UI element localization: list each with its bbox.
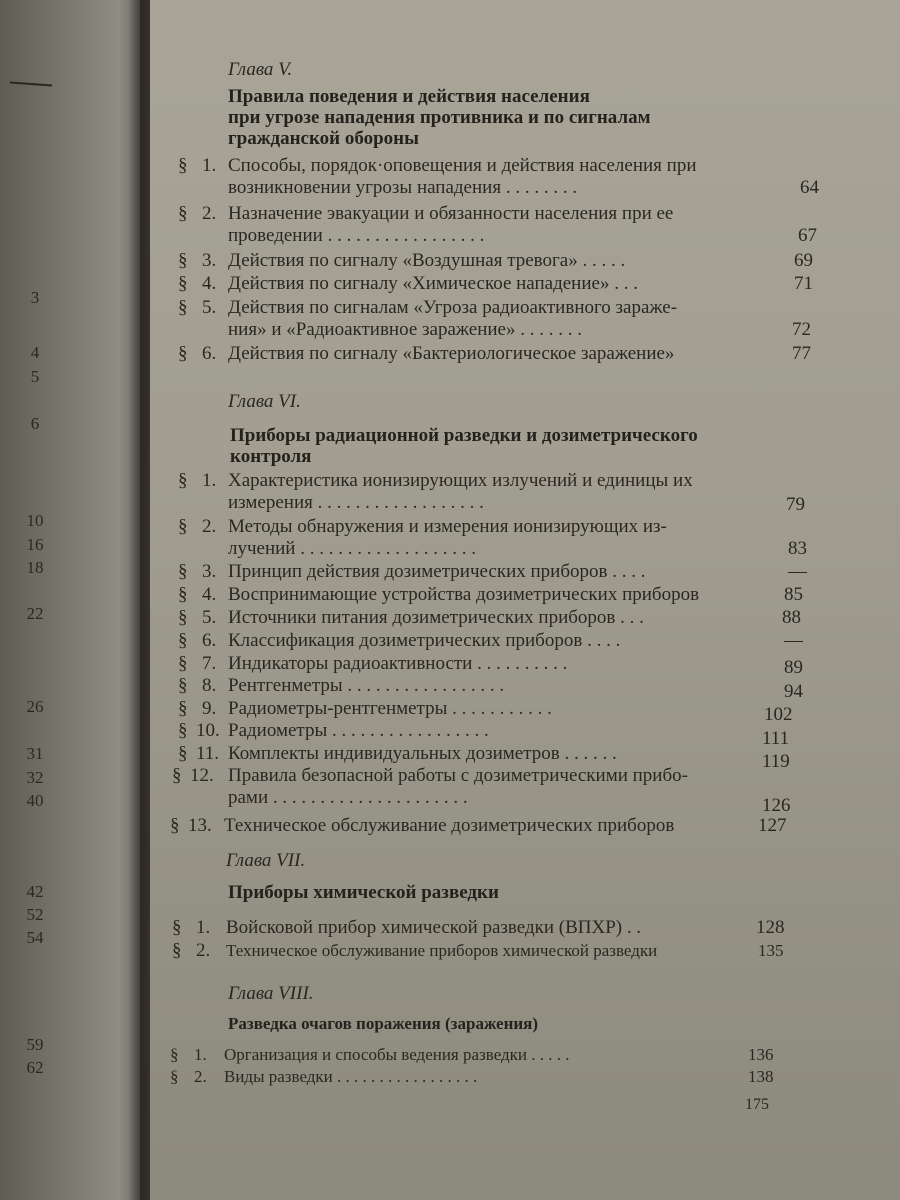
entry-number: 12. — [190, 765, 214, 786]
entry-title — [228, 250, 625, 272]
left-page-number: 18 — [26, 558, 44, 577]
chapter-label: Глава VI. — [228, 391, 301, 412]
entry-title — [224, 1044, 570, 1066]
entry-page: 94 — [784, 681, 803, 702]
entry-title-line: Организация и способы ведения разведки . . . . . — [224, 1045, 570, 1064]
section-sign: § — [170, 1067, 179, 1086]
chapter-title-line: Разведка очагов поражения (заражения) — [228, 1014, 539, 1033]
entry-title-line: Правила безопасной работы с дозиметрическими прибо- — [228, 765, 688, 786]
entry-number: 5. — [202, 297, 217, 318]
entry-title — [228, 675, 504, 697]
entry-number: 1. — [202, 155, 217, 176]
entry-number: 3. — [202, 561, 217, 582]
entry-title-line: рами . . . . . . . . . . . . . . . . . . . . . — [228, 787, 468, 808]
entry-number: 6. — [202, 630, 217, 651]
section-sign: § — [178, 607, 188, 628]
entry-title-line: Действия по сигналу «Воздушная тревога» . . . . . — [228, 250, 626, 271]
chapter-title-line: Правила поведения и действия населения — [228, 86, 590, 107]
entry-number: 9. — [202, 698, 217, 719]
entry-title-line: Комплекты индивидуальных дозиметров . . . . . . — [228, 743, 617, 764]
left-page-number: 32 — [26, 768, 44, 787]
section-sign: § — [178, 653, 188, 674]
entry-title — [224, 1066, 477, 1088]
entry-title-line: Воспринимающие устройства дозиметрических приборов — [228, 584, 700, 605]
chapter-title-line: Приборы радиационной разведки и дозиметрического — [230, 425, 698, 446]
entry-title — [228, 765, 688, 809]
chapter-title-line: при угрозе нападения противника и по сигналам — [228, 107, 651, 128]
entry-title — [228, 297, 677, 341]
entry-number: 4. — [202, 273, 217, 294]
entry-title — [228, 273, 638, 295]
entry-title — [228, 630, 620, 652]
left-page-number: 16 — [26, 535, 44, 554]
entry-title — [228, 698, 552, 720]
left-page — [0, 0, 140, 1200]
entry-number: 5. — [202, 607, 217, 628]
section-sign: § — [172, 917, 182, 938]
chapter-label: Глава VIII. — [228, 983, 314, 1004]
entry-title-line: проведении . . . . . . . . . . . . . . . . . — [228, 225, 485, 246]
entry-page: 119 — [762, 751, 790, 772]
entry-page: 128 — [756, 917, 785, 938]
section-sign: § — [178, 743, 188, 764]
entry-title — [228, 155, 697, 199]
section-sign: § — [172, 940, 182, 961]
left-page-number: 59 — [26, 1035, 44, 1054]
left-page-number: 6 — [30, 414, 40, 433]
left-page-number: 10 — [26, 511, 44, 530]
entry-title — [228, 561, 645, 583]
entry-title-line: Классификация дозиметрических приборов . . . . — [228, 630, 621, 651]
entry-title-line: Принцип действия дозиметрических приборов . . . . — [228, 561, 646, 582]
entry-number: 8. — [202, 675, 217, 696]
entry-number: 4. — [202, 584, 217, 605]
entry-title-line: Действия по сигналам «Угроза радиоактивного зараже- — [228, 297, 678, 318]
entry-title-line: Рентгенметры . . . . . . . . . . . . . . . . . — [228, 675, 505, 696]
entry-title-line: лучений . . . . . . . . . . . . . . . . . . . — [228, 538, 476, 559]
entry-title-line: Характеристика ионизирующих излучений и единицы их — [228, 470, 693, 491]
entry-page: 127 — [758, 815, 787, 836]
entry-title-line: Источники питания дозиметрических приборов . . . — [228, 607, 644, 628]
entry-title — [228, 607, 644, 629]
section-sign: § — [172, 765, 182, 786]
left-page-number: 26 — [26, 697, 44, 716]
entry-title-line: Действия по сигналу «Бактериологическое заражение» — [228, 343, 675, 364]
entry-number: 1. — [196, 917, 211, 938]
section-sign: § — [178, 273, 188, 294]
entry-title-line: Радиометры . . . . . . . . . . . . . . . . . — [228, 720, 489, 741]
entry-page: — — [784, 630, 803, 651]
section-sign: § — [178, 698, 188, 719]
entry-page: 85 — [784, 584, 803, 605]
entry-title — [228, 584, 699, 606]
entry-page: 79 — [786, 494, 805, 515]
entry-title-line: измерения . . . . . . . . . . . . . . . . . . — [228, 492, 484, 513]
entry-title-line: Виды разведки . . . . . . . . . . . . . . . . . — [224, 1067, 478, 1086]
entry-title — [228, 516, 667, 560]
entry-number: 2. — [194, 1067, 207, 1086]
entry-page: 72 — [792, 319, 811, 340]
section-sign: § — [178, 470, 188, 491]
entry-title — [226, 917, 641, 939]
entry-number: 7. — [202, 653, 217, 674]
section-sign: § — [178, 720, 188, 741]
entry-title-line: Войсковой прибор химической разведки (ВПХР) . . — [226, 917, 642, 938]
left-page-number: 31 — [26, 744, 44, 763]
entry-page: 138 — [748, 1067, 774, 1086]
chapter-title — [230, 425, 698, 467]
entry-page: 126 — [762, 795, 791, 816]
section-sign: § — [178, 203, 188, 224]
entry-number: 3. — [202, 250, 217, 271]
page-number: 175 — [745, 1096, 769, 1113]
entry-title-line: Методы обнаружения и измерения ионизирующих из- — [228, 516, 667, 537]
entry-title — [228, 653, 567, 675]
entry-number: 1. — [202, 470, 217, 491]
chapter-title — [228, 882, 499, 903]
left-page-number: 42 — [26, 882, 44, 901]
entry-page: 111 — [762, 728, 790, 749]
entry-page: — — [788, 561, 807, 582]
entry-title-line: Способы, порядок·оповещения и действия населения при — [228, 155, 697, 176]
entry-title-line: Техническое обслуживание дозиметрических приборов — [224, 815, 675, 836]
left-page-number: 22 — [26, 604, 44, 623]
chapter-title — [228, 86, 651, 149]
left-page-number: 52 — [26, 905, 44, 924]
entry-title — [224, 815, 674, 837]
section-sign: § — [178, 343, 188, 364]
entry-number: 2. — [196, 940, 211, 961]
entry-number: 10. — [196, 720, 220, 741]
section-sign: § — [170, 815, 180, 836]
chapter-label: Глава VII. — [226, 850, 306, 871]
section-sign: § — [178, 250, 188, 271]
entry-title — [228, 203, 673, 247]
left-page-number: 4 — [30, 343, 40, 362]
section-sign: § — [178, 675, 188, 696]
entry-page: 135 — [758, 941, 784, 960]
entry-number: 6. — [202, 343, 217, 364]
left-page-rule — [10, 82, 52, 87]
entry-title — [228, 720, 489, 742]
chapter-label: Глава V. — [228, 59, 293, 80]
entry-title-line: Действия по сигналу «Химическое нападение» . . . — [228, 273, 638, 294]
entry-number: 11. — [196, 743, 220, 764]
section-sign: § — [178, 630, 188, 651]
entry-title — [226, 940, 657, 962]
chapter-title — [228, 1013, 538, 1034]
entry-page: 71 — [794, 273, 813, 294]
left-page-number: 3 — [30, 288, 40, 307]
entry-title-line: Техническое обслуживание приборов химической разведки — [226, 941, 658, 960]
section-sign: § — [178, 297, 188, 318]
section-sign: § — [178, 516, 188, 537]
entry-page: 102 — [764, 704, 793, 725]
left-page-number: 40 — [26, 791, 44, 810]
entry-number: 13. — [188, 815, 212, 836]
chapter-title-line: Приборы химической разведки — [228, 882, 499, 903]
entry-page: 88 — [782, 607, 801, 628]
entry-page: 83 — [788, 538, 807, 559]
entry-number: 1. — [194, 1045, 207, 1064]
entry-page: 136 — [748, 1045, 774, 1064]
section-sign: § — [178, 584, 188, 605]
entry-number: 2. — [202, 516, 217, 537]
left-page-number: 62 — [26, 1058, 44, 1077]
entry-title-line: возникновении угрозы нападения . . . . . . . . — [228, 177, 578, 198]
chapter-title-line: гражданской обороны — [228, 128, 419, 149]
entry-page: 89 — [784, 657, 803, 678]
entry-page: 77 — [792, 343, 811, 364]
entry-number: 2. — [202, 203, 217, 224]
section-sign: § — [178, 155, 188, 176]
section-sign: § — [178, 561, 188, 582]
chapter-title-line: контроля — [230, 446, 312, 467]
entry-title-line: Назначение эвакуации и обязанности населения при ее — [228, 203, 674, 224]
entry-title-line: Радиометры-рентгенметры . . . . . . . . . . . — [228, 698, 552, 719]
entry-title — [228, 343, 674, 365]
entry-page: 67 — [798, 225, 817, 246]
left-page-number: 54 — [26, 928, 44, 947]
entry-page: 64 — [800, 177, 819, 198]
entry-title-line: ния» и «Радиоактивное заражение» . . . . . . . — [228, 319, 582, 340]
entry-title-line: Индикаторы радиоактивности . . . . . . . . . . — [228, 653, 568, 674]
section-sign: § — [170, 1045, 179, 1064]
entry-title — [228, 470, 693, 514]
entry-page: 69 — [794, 250, 813, 271]
entry-title — [228, 743, 617, 765]
left-page-number: 5 — [30, 367, 40, 386]
